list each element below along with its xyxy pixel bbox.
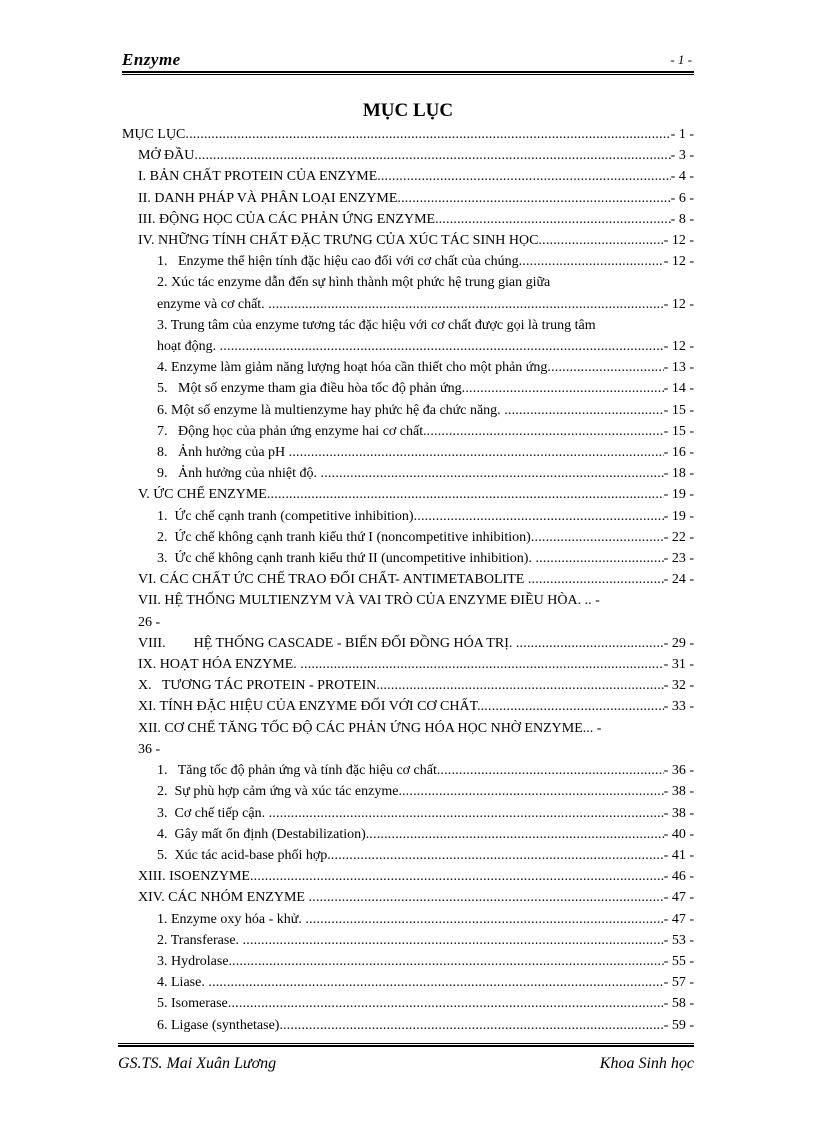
toc-entry-12-1[interactable]: 1. Tăng tốc độ phản ứng và tính đặc hiệu cơ chất. ..... - 36 - (122, 760, 694, 781)
toc-entry-4-2[interactable]: 2. Xúc tác enzyme dẫn đến sự hình thành một phức hệ trung gian giữa enzyme và cơ chất. ..... - 12 - (122, 272, 694, 314)
toc-entry-12-5[interactable]: 5. Xúc tác acid-base phối hợp. ..... - 41 - (122, 845, 694, 866)
toc-entry-12-3[interactable]: 3. Cơ chế tiếp cận. ..... - 38 - (122, 803, 694, 824)
toc-entry-section-5[interactable]: V. ỨC CHẾ ENZYME ..... - 19 - (122, 484, 694, 505)
toc-entry-section-7[interactable]: VII. HỆ THỐNG MULTIENZYM VÀ VAI TRÒ CỦA ENZYME ĐIỀU HÒA. .. - 26 - (138, 593, 600, 630)
toc-entry-section-14[interactable]: XIV. CÁC NHÓM ENZYME ..... - 47 - (122, 887, 694, 908)
toc-entry-4-9[interactable]: 9. Ảnh hưởng của nhiệt độ. ..... - 18 - (122, 463, 694, 484)
toc-entry-4-3[interactable]: 3. Trung tâm của enzyme tương tác đặc hiệu với cơ chất được gọi là trung tâm hoạt động. ..... - 12 - (122, 315, 694, 357)
toc-entry-section-9[interactable]: IX. HOẠT HÓA ENZYME. ..... - 31 - (122, 654, 694, 675)
toc-entry-section-13[interactable]: XIII. ISOENZYME ..... - 46 - (122, 866, 694, 887)
toc-entry-12-4[interactable]: 4. Gây mất ổn định (Destabilization). ..... - 40 - (122, 824, 694, 845)
toc-title: MỤC LỤC (362, 100, 454, 121)
toc-entry-14-6[interactable]: 6. Ligase (synthetase). ..... - 59 - (122, 1015, 694, 1036)
toc-entry-14-2[interactable]: 2. Transferase. ..... - 53 - (122, 930, 694, 951)
table-of-contents (122, 124, 694, 1036)
toc-entry-section-10[interactable]: X. TƯƠNG TÁC PROTEIN - PROTEIN. ..... - 32 - (122, 675, 694, 696)
header-rule (122, 71, 694, 75)
toc-entry-section-11[interactable]: XI. TÍNH ĐẶC HIỆU CỦA ENZYME ĐỐI VỚI CƠ CHẤT. ..... - 33 - (122, 696, 694, 717)
toc-entry-section-1[interactable]: I. BẢN CHẤT PROTEIN CỦA ENZYME. ..... - 4 - (122, 166, 694, 187)
toc-entry-section-8[interactable]: VIII. HỆ THỐNG CASCADE - BIẾN ĐỔI ĐỒNG HÓA TRỊ. ..... - 29 - (122, 633, 694, 654)
header-title: Enzyme (122, 50, 181, 69)
toc-entry-mo-dau[interactable]: MỞ ĐẦU ..... - 3 - (122, 145, 694, 166)
toc-entry-14-3[interactable]: 3. Hydrolase. ..... - 55 - (122, 951, 694, 972)
toc-entry-14-4[interactable]: 4. Liase. ..... - 57 - (122, 972, 694, 993)
toc-entry-4-4[interactable]: 4. Enzyme làm giảm năng lượng hoạt hóa cần thiết cho một phản ứng ..... - 13 - (122, 357, 694, 378)
toc-entry-section-3[interactable]: III. ĐỘNG HỌC CỦA CÁC PHẢN ỨNG ENZYME. ..... - 8 - (122, 209, 694, 230)
toc-entry-section-12[interactable]: XII. CƠ CHẾ TĂNG TỐC ĐỘ CÁC PHẢN ỨNG HÓA HỌC NHỜ ENZYME... - 36 - (138, 720, 602, 757)
toc-entry-5-1[interactable]: 1. Ức chế cạnh tranh (competitive inhibition) ..... - 19 - (122, 506, 694, 527)
toc-entry-muc-luc[interactable]: MỤC LỤC ..... - 1 - (122, 124, 694, 145)
toc-entry-4-7[interactable]: 7. Động học của phản ứng enzyme hai cơ chất. ..... - 15 - (122, 421, 694, 442)
toc-entry-section-4[interactable]: IV. NHỮNG TÍNH CHẤT ĐẶC TRƯNG CỦA XÚC TÁC SINH HỌC ..... - 12 - (122, 230, 694, 251)
footer-department: Khoa Sinh học (599, 1055, 694, 1072)
toc-entry-section-2[interactable]: II. DANH PHÁP VÀ PHÂN LOẠI ENZYME ..... - 6 - (122, 188, 694, 209)
toc-entry-4-6[interactable]: 6. Một số enzyme là multienzyme hay phức hệ đa chức năng. ..... - 15 - (122, 400, 694, 421)
toc-entry-5-3[interactable]: 3. Ức chế không cạnh tranh kiểu thứ II (uncompetitive inhibition). ..... - 23 - (122, 548, 694, 569)
page-header (122, 50, 694, 70)
toc-entry-4-1[interactable]: 1. Enzyme thể hiện tính đặc hiệu cao đối với cơ chất của chúng ..... - 12 - (122, 251, 694, 272)
footer-rule (118, 1043, 694, 1047)
footer-author: GS.TS. Mai Xuân Lương (118, 1055, 277, 1072)
toc-entry-14-1[interactable]: 1. Enzyme oxy hóa - khử. ..... - 47 - (122, 909, 694, 930)
toc-entry-14-5[interactable]: 5. Isomerase ..... - 58 - (122, 993, 694, 1014)
toc-entry-4-5[interactable]: 5. Một số enzyme tham gia điều hòa tốc độ phản ứng ..... - 14 - (122, 378, 694, 399)
toc-entry-section-6[interactable]: VI. CÁC CHẤT ỨC CHẾ TRAO ĐỔI CHẤT- ANTIMETABOLITE ..... - 24 - (122, 569, 694, 590)
toc-entry-5-2[interactable]: 2. Ức chế không cạnh tranh kiểu thứ I (noncompetitive inhibition) ..... - 22 - (122, 527, 694, 548)
toc-entry-12-2[interactable]: 2. Sự phù hợp cảm ứng và xúc tác enzyme. ..... - 38 - (122, 781, 694, 802)
toc-entry-4-8[interactable]: 8. Ảnh hưởng của pH ..... - 16 - (122, 442, 694, 463)
header-page-number: - 1 - (670, 52, 692, 67)
